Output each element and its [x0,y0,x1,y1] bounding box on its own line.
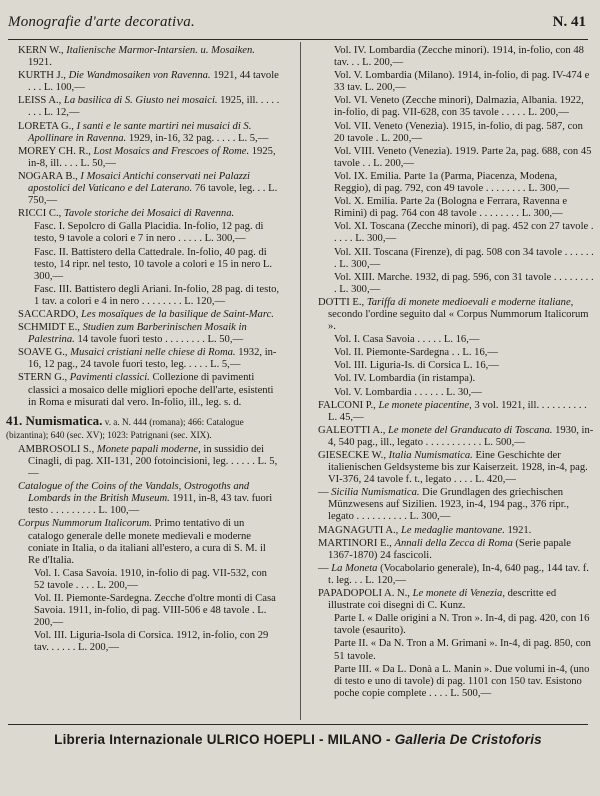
entry-author: GIESECKE W., [318,450,389,461]
catalog-entry [18,208,280,220]
entry-details: secondo l'ordine seguito dal « Corpus Nummorum Italicorum ». [328,308,589,333]
catalog-subentry [324,95,594,119]
entry-details: Vol. X. Emilia. Parte 2a (Bologna e Ferrara, Ravenna e Rimini) di pag. 764 con 48 tavole . . . . . . . . L. 300,— [334,196,568,220]
catalog-entry [318,487,594,523]
entry-title: Le monete del Granducato di Toscana. [388,424,553,436]
section-number: 41. [6,412,26,428]
entry-details: Fasc. II. Battistero della Cattedrale. In-folio, 40 pag. di testo, 14 ripr. nel testo, 10 tavole a colori e 15 in nero L. 300,— [34,246,273,282]
entry-author: MARTINORI E., [318,537,395,549]
catalog-subentry [24,284,280,308]
entry-details: 1932, in-16, 12 pag., 24 tavole fuori testo, leg. . . . . L. 5,— [28,347,277,371]
entry-author: NOGARA B., [18,170,81,182]
entry-details: Vol. II. Piemonte-Sardegna . . L. 16,— [334,347,498,359]
catalog-entry [318,525,594,537]
entry-title: Le monete piacentine, [378,399,472,411]
catalog-subentry [324,70,594,94]
entry-title: Annali della Zecca di Roma [394,537,513,549]
entry-author: SACCARDO, [18,308,81,320]
entry-details: Vol. XII. Toscana (Firenze), di pag. 508 con 34 tavole . . . . . . . L. 300,— [334,246,594,270]
entry-details: Parte II. « Da N. Tron a M. Grimani ». In-4, di pag. 850, con 51 tavole. [334,638,591,662]
entry-details: 1921. [504,524,532,536]
catalog-subentry [24,568,280,592]
section-title: Monografie d'arte decorativa. [8,14,195,30]
entry-title: Monete papali moderne, [96,443,201,455]
entry-title: La Moneta [331,562,378,574]
catalog-entry [18,309,280,321]
entry-details: Vol. III. Liguria-Isola di Corsica. 1912, in-folio, con 29 tav. . . . . . L. 200,— [34,630,269,654]
entry-details: Vol. XI. Toscana (Zecche minori), di pag. 452 con 27 tavole . . . . . L. 300,— [334,221,594,245]
entry-author: RICCI C., [18,208,64,220]
entry-author: AMBROSOLI S., [18,443,97,455]
entry-details: 1921, 44 tavole . . . L. 100,— [28,70,279,94]
entry-details: 1930, in-4, 540 pag., ill., legato . . . . . . . . . . . L. 500,— [328,424,594,448]
catalog-entry [318,400,594,424]
catalog-subentry [324,171,594,195]
entry-author: DOTTI E., [318,296,367,308]
entry-title: Die Wandmosaiken von Ravenna. [68,70,211,82]
catalog-entry [18,171,280,207]
catalog-entry [18,70,280,94]
entry-details: Vol. V. Lombardia . . . . . . L. 30,— [334,386,482,398]
catalog-entry [318,588,594,612]
entry-title: La basilica di S. Giusto nei mosaici. [63,95,218,107]
catalog-subentry [324,664,594,700]
entry-details: Primo tentativo di un catalogo generale delle monete medievali e moderne coniate in Italia, o da italiani all'estero, a cura di S. M. il Re d'Italia. [28,518,266,566]
section-crossref: v. a. N. 444 (romana); 466: Catalogue (bizantina); 640 (sec. XV); 1023: Patrignani (sec. XIX). [6,416,244,440]
entry-title: I Mosaici Antichi conservati nei Palazzi apostolici del Vaticano e del Laterano. [28,170,250,195]
entry-title: Tariffa di monete medioevali e moderne italiane, [366,296,574,308]
entry-author: KERN W., [18,45,67,56]
catalog-entry [18,95,280,119]
entry-details: Die Grundlagen des griechischen Münzwesens auf Sizilien. 1923, in-4, 194 pag., 376 ripr., legato . . . . . . . . . . L. 300,— [328,487,569,523]
catalog-subentry [24,221,280,245]
header-rule [8,39,588,40]
catalog-subentry [324,334,594,346]
entry-author: GALEOTTI A., [318,424,389,436]
entry-details: Vol. I. Casa Savoia . . . . . L. 16,— [334,334,480,346]
entry-author: — [318,562,332,574]
entry-details: Vol. VII. Veneto (Venezia). 1915, in-folio, di pag. 587, con 20 tavole . L. 200,— [334,120,583,144]
entry-details: Vol. IV. Lombardia (Zecche minori). 1914, in-folio, con 48 tav. . . L. 200,— [334,45,584,69]
entry-title: Corpus Nummorum Italicorum. [18,518,152,530]
page-header [8,14,586,36]
entry-details: 3 vol. 1921, ill. . . . . . . . . . L. 45,— [328,399,587,423]
entry-details: (Serie papale 1367-1870) 24 fascicoli. [328,537,571,561]
entry-author: MAGNAGUTI A., [318,524,401,536]
entry-author: STERN G., [18,372,70,384]
catalog-entry [318,563,594,587]
entry-details: Vol. VI. Veneto (Zecche minori), Dalmazia, Albania. 1922, in-folio, di pag. VII-628, con 35 tavole . . . . . L. 200,— [334,95,584,119]
entry-author: MOREY CH. R., [18,145,94,157]
catalog-subentry [324,196,594,220]
publisher-footer [8,732,588,747]
entry-title: Le monete di Venezia, [412,588,505,600]
entry-title: Lost Mosaics and Frescoes of Rome. [93,145,250,157]
entry-details: Vol. I. Casa Savoia. 1910, in-folio di pag. VII-532, con 52 tavole . . . . L. 200,— [34,567,267,591]
entry-title: Les mosaïques de la basilique de Saint-Marc. [81,308,274,320]
entry-author: LEISS A., [18,95,64,107]
catalog-subentry [324,247,594,271]
catalog-subentry [324,360,594,372]
entry-details: Vol. IV. Lombardia (in ristampa). [334,373,476,385]
entry-details: Fasc. III. Battistero degli Ariani. In-folio, 28 pag. di testo, 1 tav. a colori e 4 in nero . . . . . . . . L. 120,— [34,283,280,307]
catalog-subentry [324,221,594,245]
entry-title: Studien zum Barberinischen Mosaik in Palestrina. [28,322,247,346]
entry-author: LORETA G., [18,120,77,132]
catalog-subentry [324,638,594,662]
entry-details: Collezione di pavimenti classici a mosaico delle migliori epoche dell'arte, esistenti in Roma e misurati dal vero. In-folio, ill., leg. s. d. [28,372,274,408]
catalog-subentry [324,347,594,359]
entry-details: Parte I. « Dalle origini a N. Tron ». In-4, di pag. 420, con 16 tavole (esaurito). [334,613,590,637]
entry-title: Italia Numismatica. [388,450,473,461]
entry-title: Sicilia Numismatica. [331,487,420,499]
catalog-subentry [24,630,280,654]
catalog-subentry [324,272,594,296]
catalog-entry [18,121,280,145]
section-heading [6,412,280,442]
catalog-entry [18,45,280,69]
catalog-subentry [324,45,594,69]
entry-details: 1921. [28,57,52,69]
entry-author: SCHMIDT E., [18,322,83,334]
left-column [6,45,280,715]
entry-author: — [318,487,332,499]
catalog-entry [18,146,280,170]
entry-details: descritte ed illustrate coi disegni di C. Kunz. [328,588,557,612]
entry-details: Vol. XIII. Marche. 1932, di pag. 596, con 31 tavole . . . . . . . . . L. 300,— [334,271,594,295]
entry-details: in sussidio dei Cinagli, di pag. XII-131, 200 fotoincisioni, leg. . . . . . L. 5,— [28,443,278,480]
catalog-entry [18,481,280,517]
catalog-entry [18,518,280,566]
entry-details: 1925, in-8, ill. . . . L. 50,— [28,145,276,169]
right-column [318,45,594,715]
catalog-entry [318,538,594,562]
page-number: N. 41 [552,14,586,30]
catalog-subentry [24,247,280,283]
catalog-entry [18,372,280,408]
entry-title: Pavimenti classici. [69,372,150,384]
entry-author: SOAVE G., [18,347,71,359]
entry-details: 76 tavole, leg. . . L. 750,— [28,183,278,207]
entry-title: Catalogue of the Coins of the Vandals, Ostrogoths and Lombards in the British Museum. [18,481,250,505]
catalog-subentry [324,121,594,145]
entry-details: 1925, ill. . . . . . . . L. 12,— [28,95,280,119]
entry-title: I santi e le sante martiri nei musaici di S. Apollinare in Ravenna. [28,120,252,144]
entry-details: Parte III. « Da L. Donà a L. Manin ». Due volumi in-4, (uno di testo e uno di tavole) di pag. 1101 con 150 tav. Esistono poche copie complete . . . . L. 500,— [334,663,590,699]
footer-text: Libreria Internazionale ULRICO HOEPLI - MILANO - [54,732,395,747]
entry-details: 1929, in-16, 32 pag. . . . . L. 5,— [126,132,269,144]
catalog-subentry [324,387,594,399]
entry-details: Fasc. I. Sepolcro di Galla Placidia. In-folio, 12 pag. di testo, 9 tavole a colori e 7 in nero . . . . . L. 300,— [34,221,264,245]
catalog-entry [318,450,594,486]
section-name: Numismatica. [25,412,103,428]
entry-author: KURTH J., [18,70,69,82]
entry-title: Musaici cristiani nelle chiese di Roma. [70,347,236,359]
catalog-entry [18,444,280,480]
entry-author: FALCONI P., [318,399,379,411]
entry-title: Tavole storiche dei Mosaici di Ravenna. [63,208,235,220]
catalog-entry [318,297,594,333]
entry-details: Vol. IX. Emilia. Parte 1a (Parma, Piacenza, Modena, Reggio), di pag. 792, con 49 tavole . . . . . . . . L. 300,— [334,170,570,195]
catalog-entry [18,322,280,346]
catalog-subentry [324,373,594,385]
catalog-subentry [324,146,594,170]
column-divider [300,42,301,720]
catalog-entry [318,425,594,449]
entry-title: Le medaglie mantovane. [400,524,505,536]
entry-details: Eine Geschichte der italienischen Geldsysteme bis zur Kaiserzeit. 1928, in-4, pag. VI-376, 24 tavole f. t., legato . . . . L. 420,— [328,450,588,486]
entry-details: 14 tavole fuori testo . . . . . . . . L. 50,— [74,334,244,346]
entry-details: 1911, in-8, 43 tav. fuori testo . . . . . . . . . L. 100,— [28,493,273,517]
entry-details: Vol. II. Piemonte-Sardegna. Zecche d'oltre monti di Casa Savoia. 1911, in-folio, di pag. VIII-506 e 48 tavole . L. 200,— [34,593,276,629]
catalog-entry [18,347,280,371]
entry-details: Vol. III. Liguria-Is. di Corsica L. 16,— [334,360,499,372]
catalog-subentry [24,593,280,629]
footer-rule [8,724,588,725]
entry-title: Italienische Marmor-Intarsien. u. Mosaiken. [66,45,255,56]
footer-italic: Galleria De Cristoforis [394,732,542,747]
catalog-subentry [324,613,594,637]
entry-details: Vol. V. Lombardia (Milano). 1914, in-folio, di pag. IV-474 e 33 tav. L. 200,— [334,70,590,94]
entry-details: Vol. VIII. Veneto (Venezia). 1919. Parte 2a, pag. 688, con 45 tavole . . L. 200,— [334,145,592,169]
entry-author: PAPADOPOLI A. N., [318,588,413,600]
entry-details: (Vocabolario generale), In-4, 640 pag., 144 tav. f. t. leg. . . L. 120,— [328,562,589,586]
